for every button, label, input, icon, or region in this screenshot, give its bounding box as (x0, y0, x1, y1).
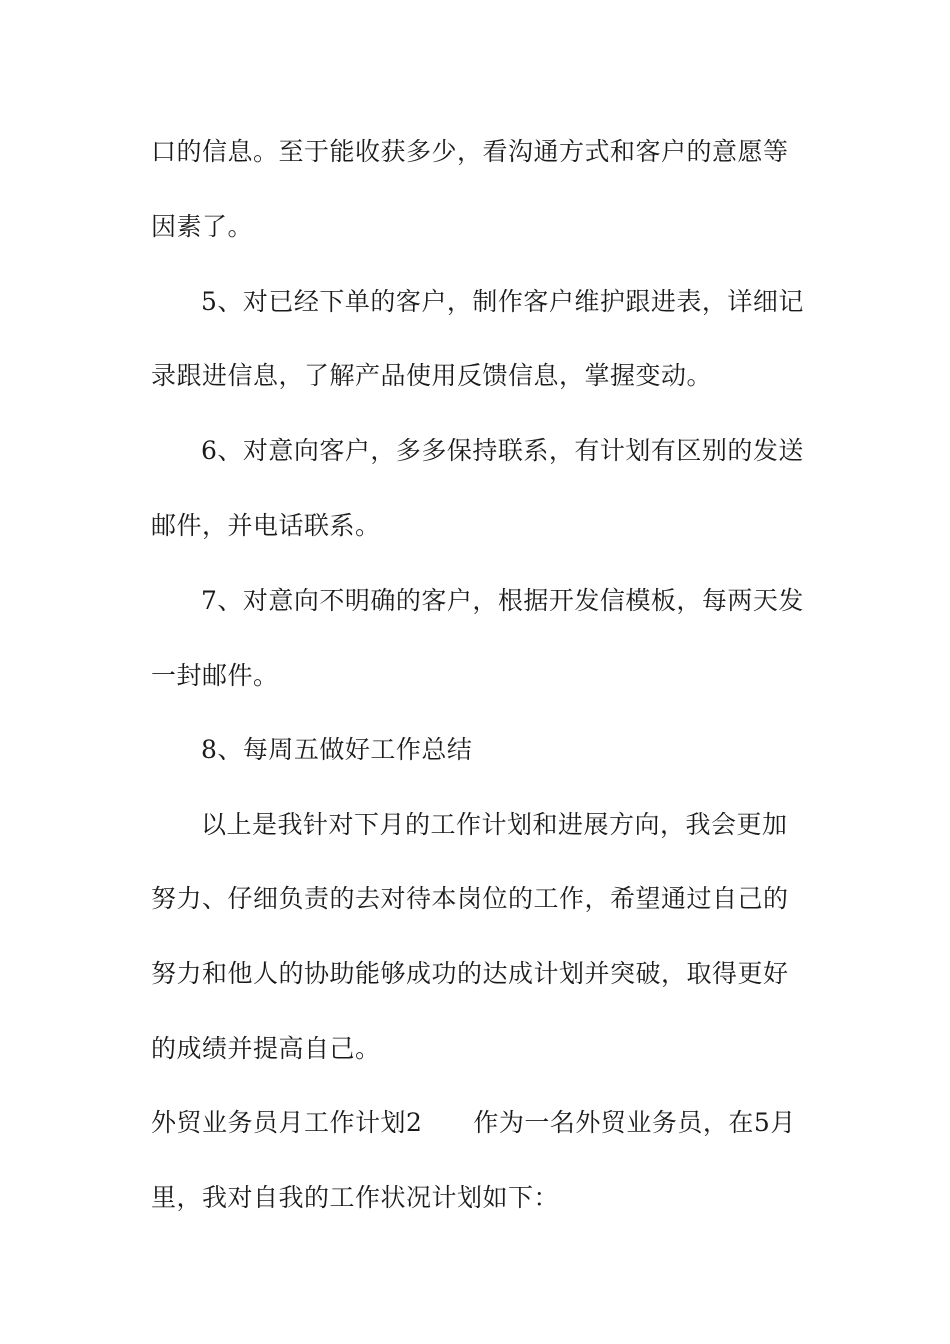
text-line: 7、对意向不明确的客户，根据开发信模板，每两天发 (201, 586, 804, 615)
text-line: 一封邮件。 (151, 661, 279, 690)
text-line: 里，我对自我的工作状况计划如下： (151, 1183, 560, 1212)
text-line: 外贸业务员月工作计划2 作为一名外贸业务员，在5月 (151, 1108, 796, 1137)
text-line: 因素了。 (151, 212, 254, 241)
text-line: 录跟进信息，了解产品使用反馈信息，掌握变动。 (151, 361, 713, 390)
text-line: 努力、仔细负责的去对待本岗位的工作，希望通过自己的 (151, 884, 789, 913)
text-line: 以上是我针对下月的工作计划和进展方向，我会更加 (201, 810, 788, 839)
text-line: 6、对意向客户，多多保持联系，有计划有区别的发送 (201, 436, 804, 465)
text-line: 努力和他人的协助能够成功的达成计划并突破，取得更好 (151, 959, 789, 988)
text-line: 邮件，并电话联系。 (151, 511, 381, 540)
text-line: 的成绩并提高自己。 (151, 1034, 381, 1063)
text-line: 5、对已经下单的客户，制作客户维护跟进表，详细记 (201, 287, 804, 316)
text-line: 8、每周五做好工作总结 (201, 735, 473, 764)
text-line: 口的信息。至于能收获多少，看沟通方式和客户的意愿等 (151, 137, 789, 166)
